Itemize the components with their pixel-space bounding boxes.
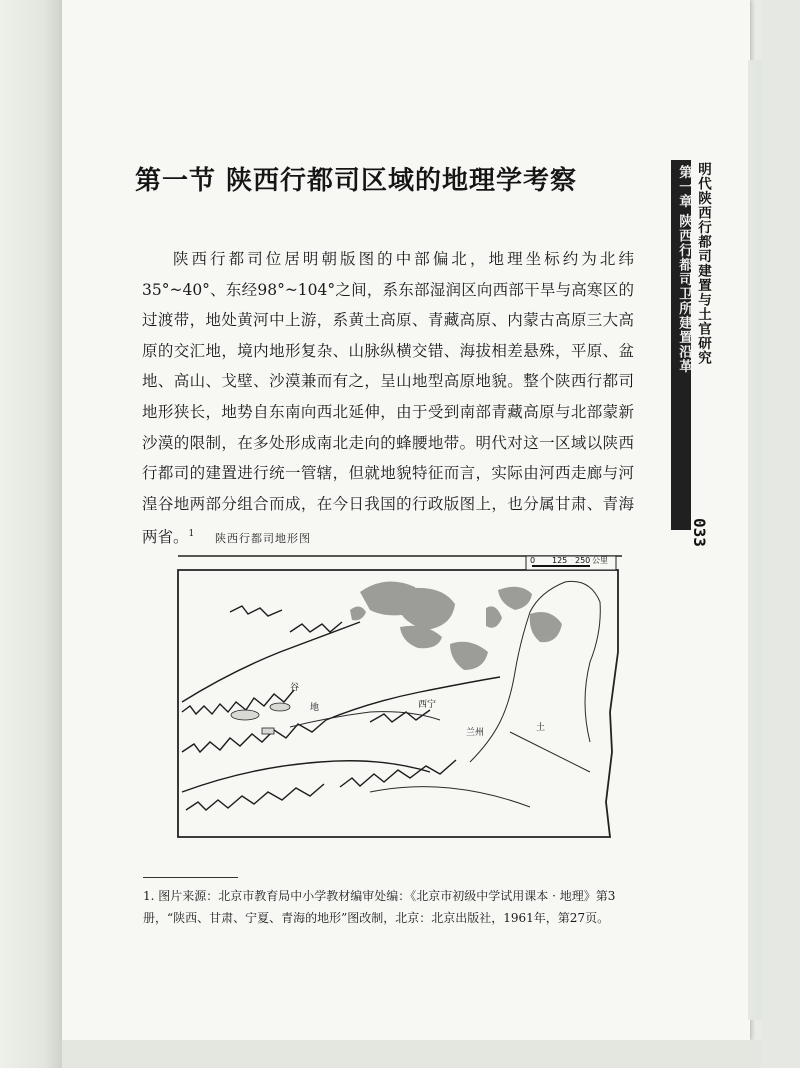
map-label-di: 地 [310, 703, 320, 713]
body-paragraph-text: 陕西行都司位居明朝版图的中部偏北，地理坐标约为北纬35°~40°、东经98°~104°之间，系东部湿润区向西部干旱与高寒区的过渡带，地处黄河中上游，系黄土高原、青藏高原、内蒙古高原三大高原的交汇地，境内地形复杂、山脉纵横交错、海拔相差悬殊，平原、盆地、高山、戈壁、沙漠兼而有之，呈山地型高原地貌。整个陕西行都司地形狭长，地势自东南向西北延伸，由于受到南部青藏高原与北部蒙新沙漠的限制，在多处形成南北走向的蜂腰地带。明代对这一区域以陕西行都司的建置进行统一管辖，但就地貌特征而言，实际由河西走廊与河湟谷地两部分组合而成，在今日我国的行政版图上，也分属甘肃、青海两省。 [142, 250, 634, 547]
lake-marker [270, 703, 290, 711]
terrain-map [170, 552, 622, 842]
map-label-xining: 西宁 [418, 700, 437, 710]
footnote-line-1: 1. 图片来源：北京市教育局中小学教材编审处编：《北京市初级中学试用课本 · 地理》第3 [143, 889, 616, 903]
book-title: 明代陕西行都司建置与土官研究 [695, 162, 711, 365]
scale-tick-125: 125 [552, 556, 568, 565]
page-stack-edge [748, 60, 762, 1020]
desk-background-bottom [62, 1040, 762, 1068]
page-number: 033 [690, 518, 709, 547]
map-scale-bar [526, 556, 616, 570]
map-caption: 陕西行都司地形图 [215, 532, 311, 545]
chapter-title: 第一章 陕西行都司卫所建置沿革 [676, 165, 692, 374]
map-label-lanzhou: 兰州 [466, 728, 485, 738]
footnote-line-2: 册，“陕西、甘肃、宁夏、青海的地形”图改制，北京：北京出版社，1961年，第27页。 [143, 911, 610, 925]
scale-tick-0: 0 [530, 556, 536, 565]
lake-marker [262, 728, 274, 734]
footnote [143, 885, 635, 929]
desk-background-left [0, 0, 62, 1068]
footnote-reference: 1 [188, 529, 195, 540]
scale-unit: 公里 [592, 556, 608, 565]
footnote-rule [143, 877, 238, 878]
body-text [142, 244, 634, 553]
desk-background-right [762, 0, 800, 1068]
map-label-gu: 谷 [290, 683, 300, 693]
lake-marker [231, 710, 259, 720]
scale-tick-250: 250 [575, 556, 591, 565]
body-paragraph [142, 244, 634, 553]
section-title: 第一节 陕西行都司区域的地理学考察 [135, 166, 578, 196]
map-label-tu: 土 [536, 723, 546, 733]
